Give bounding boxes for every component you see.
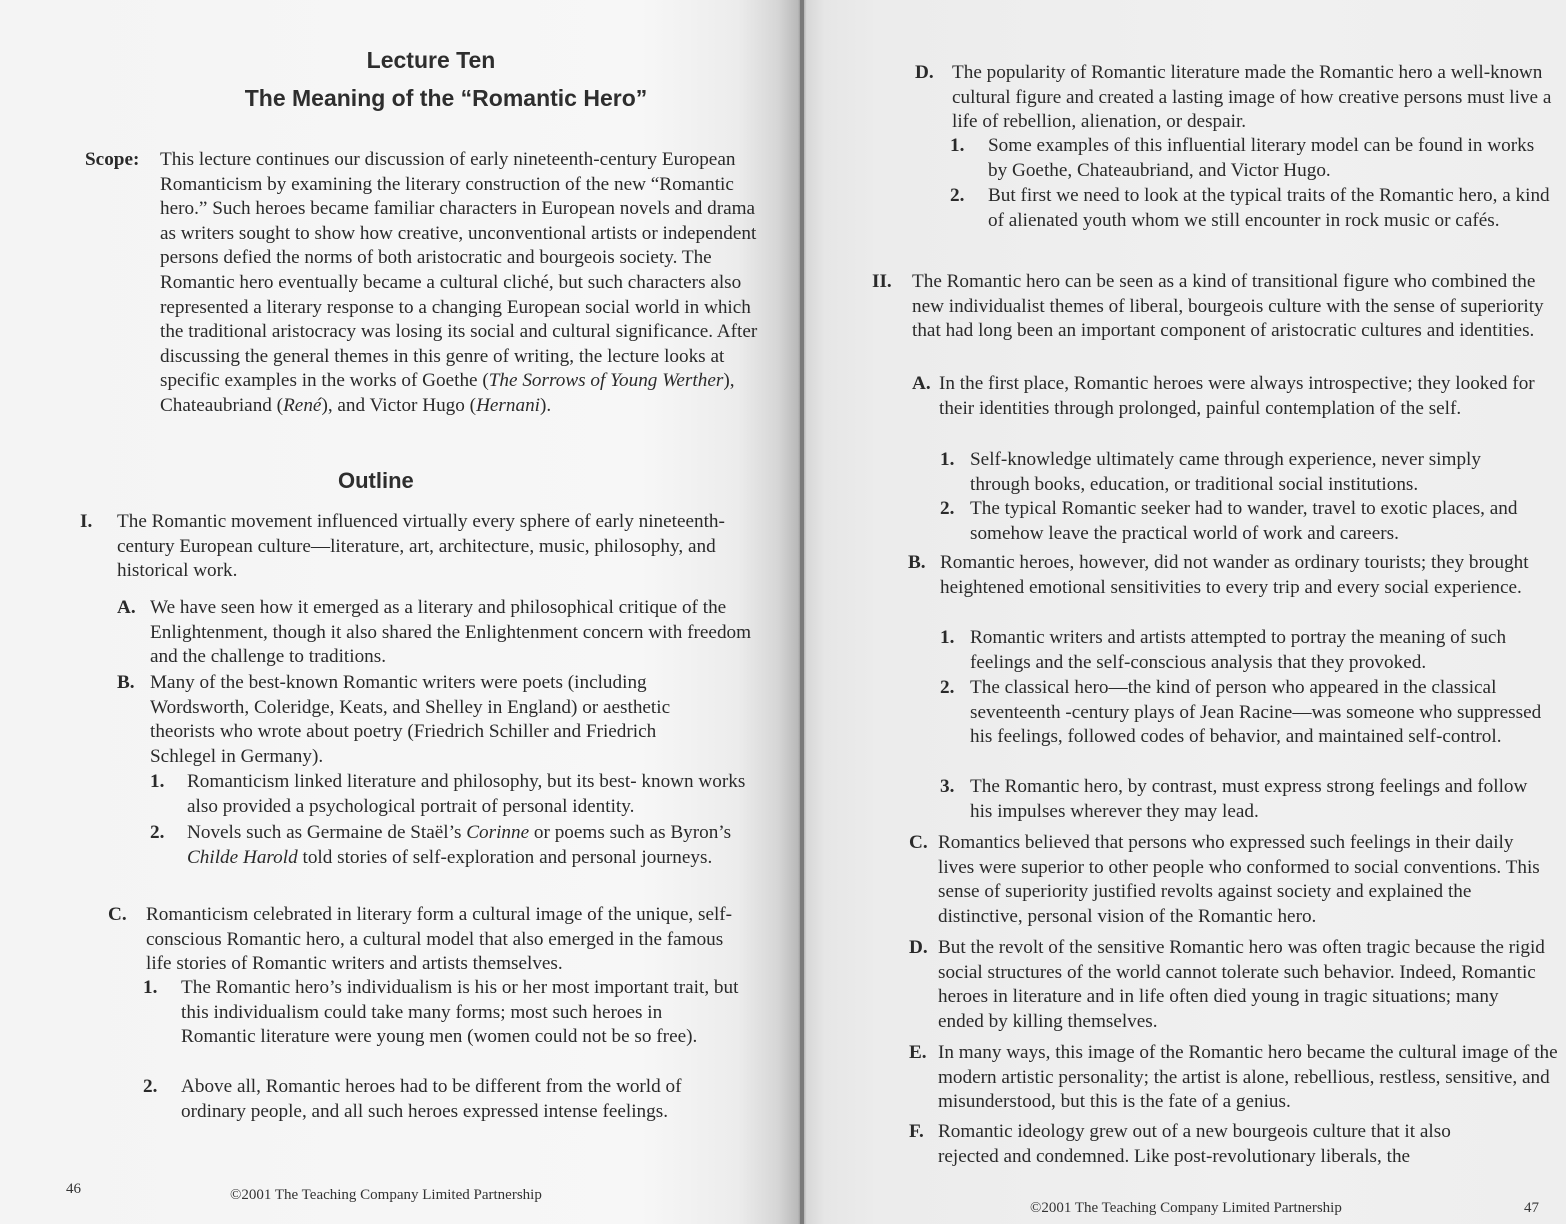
copyright-footer: ©2001 The Teaching Company Limited Partnership [230, 1187, 542, 1203]
item-label: II. [872, 271, 892, 292]
item-label: 1. [940, 449, 955, 470]
item-label: 2. [940, 498, 955, 519]
item-text: Self-knowledge ultimately came through experience, never simply through books, education, or traditional social institutions. [970, 449, 1481, 495]
item-text: Many of the best-known Romantic writers were poets (including Wordsworth, Coleridge, Keats, and Shelley in England) or aesthetic theorists who wrote about poetry (Friedrich Schiller and Friedrich Schlegel in Germany). [150, 672, 671, 767]
work-title: Corinne [466, 822, 530, 843]
right-page [802, 0, 1566, 1224]
item-text: The popularity of Romantic literature made the Romantic hero a well-known cultural figure and created a lasting image of how creative persons must live a life of rebellion, alienation, or despair. [952, 62, 1552, 133]
scope-text: This lecture continues our discussion of early nineteenth-century European Romanticism by examining the literary construction of the new “Romantic hero.” Such heroes became familiar characters in European novels and drama as writers sought to show how creative, unconventional artists or independent persons defied the norms of both aristocratic and bourgeois society. The Romantic hero eventually became a cultural cliché, but such characters also represented a literary response to a changing European social world in which the traditional aristocracy was losing its social and cultural significance. After discussing the general themes in this genre of writing, the lecture looks at specific examples in the works of Goethe (The Sorrows of Young Werther), Chateaubriand (René), and Victor Hugo (Hernani). [160, 149, 758, 416]
item-text: Some examples of this influential literary model can be found in works by Goethe, Chateaubriand, and Victor Hugo. [988, 135, 1535, 181]
item-label: F. [909, 1121, 924, 1142]
item-label: A. [117, 597, 136, 618]
item-text: In many ways, this image of the Romantic hero became the cultural image of the modern artistic personality; the artist is alone, rebellious, restless, sensitive, and misunderstood, but this is the fate of a genius. [938, 1042, 1558, 1113]
item-label: E. [909, 1042, 927, 1063]
item-label: C. [108, 904, 127, 925]
item-label: 3. [940, 776, 955, 797]
item-text: Romantic writers and artists attempted to portray the meaning of such feelings and the self-conscious analysis that they provoked. [970, 627, 1507, 673]
item-label: 1. [940, 627, 955, 648]
work-title: Hernani [476, 394, 541, 416]
item-label: 2. [950, 185, 965, 206]
item-label: 2. [940, 677, 955, 698]
item-text: The typical Romantic seeker had to wander, travel to exotic places, and somehow leave the practical world of work and careers. [970, 498, 1518, 544]
item-text: But the revolt of the sensitive Romantic hero was often tragic because the rigid social structures of the world cannot tolerate such behavior. Indeed, Romantic heroes in literature and in life often died young in tragic situations; many ended by killing themselves. [938, 937, 1545, 1032]
item-text: The Romantic hero can be seen as a kind of transitional figure who combined the new individualist themes of liberal, bourgeois culture with the sense of superiority that had long been an important component of aristocratic cultures and identities. [912, 271, 1544, 342]
outline-heading: Outline [338, 468, 414, 493]
item-label: B. [117, 672, 135, 693]
item-label: B. [908, 552, 926, 573]
work-title: Childe Harold [187, 846, 298, 868]
item-label: 1. [150, 771, 165, 792]
item-text: Romantic heroes, however, did not wander as ordinary tourists; they brought heightened emotional sensitivities to every trip and every social experience. [940, 552, 1529, 598]
lecture-title: The Meaning of the “Romantic Hero” [244, 85, 648, 111]
item-label: I. [80, 511, 93, 532]
item-text: The Romantic hero’s individualism is his or her most important trait, but this individualism could take many forms; most such heroes in Romantic literature were young men (women could not be so free). [181, 977, 739, 1048]
item-text: Romanticism celebrated in literary form a cultural image of the unique, self-conscious Romantic hero, a cultural model that also emerged in the famous life stories of Romantic writers and artists themselves. [146, 904, 733, 975]
copyright-footer: ©2001 The Teaching Company Limited Partnership [1030, 1200, 1342, 1216]
item-text: Above all, Romantic heroes had to be different from the world of ordinary people, and all such heroes expressed intense feelings. [181, 1076, 682, 1122]
item-label: D. [915, 62, 934, 83]
item-text: The Romantic hero, by contrast, must express strong feelings and follow his impulses wherever they may lead. [970, 776, 1528, 822]
page-number: 46 [66, 1181, 81, 1197]
item-label: 1. [950, 135, 965, 156]
item-text: We have seen how it emerged as a literary and philosophical critique of the Enlightenment, though it also shared the Enlightenment concern with freedom and the challenge to traditions. [150, 597, 752, 668]
lecture-number-title: Lecture Ten [366, 47, 496, 73]
item-label: A. [912, 373, 931, 394]
item-text: The Romantic movement influenced virtually every sphere of early nineteenth-century European culture—literature, art, architecture, music, philosophy, and historical work. [117, 511, 725, 582]
item-text: Romantic ideology grew out of a new bourgeois culture that it also rejected and condemned. Like post-revolutionary liberals, the [938, 1121, 1451, 1167]
work-title: René [283, 394, 322, 416]
page-number: 47 [1524, 1200, 1539, 1216]
book-spine [800, 0, 804, 1224]
item-label: 2. [150, 822, 165, 843]
item-text: Romanticism linked literature and philosophy, but its best- known works also provided a psychological portrait of personal identity. [187, 771, 746, 817]
item-label: 2. [143, 1076, 158, 1097]
item-text: The classical hero—the kind of person who appeared in the classical seventeenth -century plays of Jean Racine—was someone who suppressed his feelings, followed codes of behavior, and maintained self-control. [970, 677, 1542, 748]
item-text: Romantics believed that persons who expressed such feelings in their daily lives were superior to other people who conformed to social conventions. This sense of superiority justified revolts against society and explained the distinctive, personal vision of the Romantic hero. [938, 832, 1540, 927]
item-text: In the first place, Romantic heroes were always introspective; they looked for their identities through prolonged, painful contemplation of the self. [939, 373, 1535, 419]
item-label: 1. [143, 977, 158, 998]
work-title: The Sorrows of Young Werther [488, 370, 724, 392]
scope-label: Scope: [85, 149, 140, 170]
item-text: But first we need to look at the typical traits of the Romantic hero, a kind of alienated youth whom we still encounter in rock music or cafés. [988, 185, 1550, 231]
item-label: C. [909, 832, 928, 853]
item-text: Novels such as Germaine de Staël’s Corinne or poems such as Byron’s Childe Harold told stories of self-exploration and personal journeys. [187, 822, 732, 868]
item-label: D. [909, 937, 928, 958]
